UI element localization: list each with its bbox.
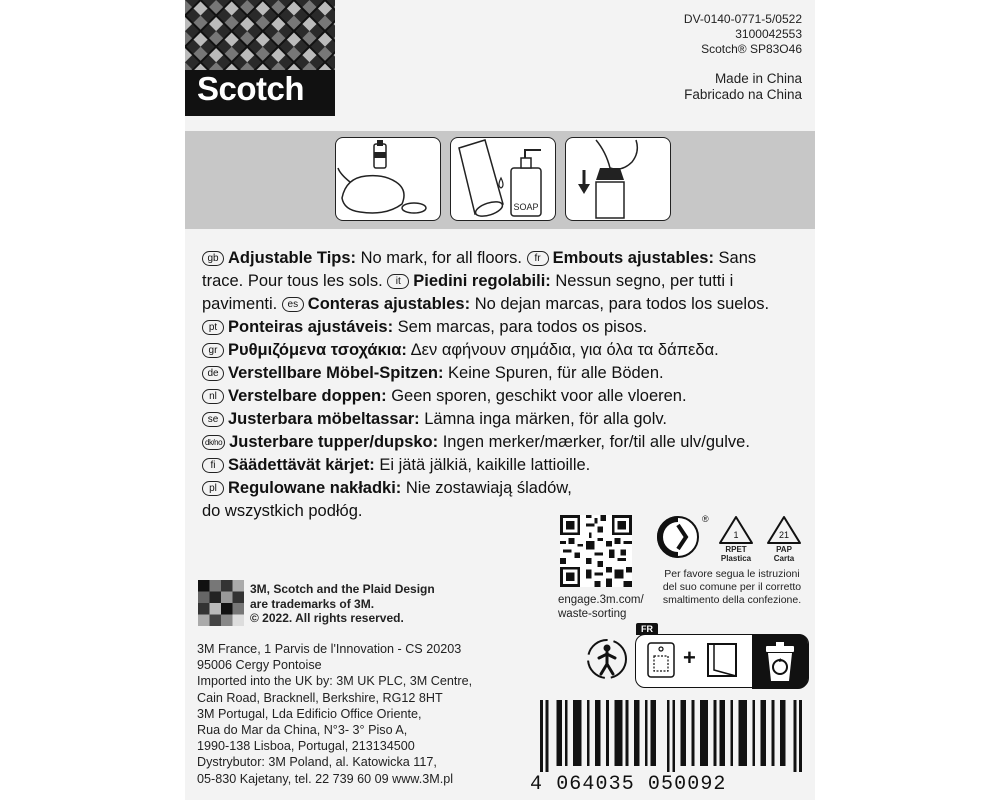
address-line: 3M France, 1 Parvis de l'Innovation - CS 20203 xyxy=(197,642,462,656)
address-line: 95006 Cergy Pontoise xyxy=(197,658,322,673)
lang-title: Säädettävät kärjet: xyxy=(228,456,375,474)
pap-label-text: PAP xyxy=(776,545,792,554)
green-dot-icon xyxy=(658,517,698,557)
code-line: Scotch® SP83O46 xyxy=(701,42,802,56)
address-line: 3M Portugal, Lda Edificio Office Oriente, xyxy=(197,706,422,721)
rpet-sub-text: Plastica xyxy=(720,554,752,563)
lang-line-fi xyxy=(202,454,792,477)
lang-line-dkno xyxy=(202,431,792,454)
lang-code-badge: fi xyxy=(202,458,224,473)
registered-mark: ® xyxy=(702,514,709,524)
recycling-bin-badge xyxy=(752,634,808,689)
made-in-en: Made in China xyxy=(714,71,802,86)
trademark-line: are trademarks of 3M. xyxy=(250,596,375,611)
code-line: 3100042553 xyxy=(735,27,802,41)
plus-sign: + xyxy=(683,645,696,670)
lang-text: No mark, for all floors. xyxy=(356,249,527,267)
lang-text: Ei jätä jälkiä, kaikille lattioille. xyxy=(374,456,591,474)
address-line: Rua do Mar da China, N°3- 3° Piso A, xyxy=(197,723,408,738)
rpet-label-text: RPET xyxy=(725,545,747,554)
lang-line-se xyxy=(202,408,792,431)
lang-title: Adjustable Tips: xyxy=(228,249,357,267)
pap-number: 21 xyxy=(778,530,790,540)
lang-title: Justerbare tupper/dupsko: xyxy=(229,433,439,451)
rpet-recycle-icon xyxy=(720,517,752,543)
lang-code-badge: fr xyxy=(527,251,549,266)
lang-title: Ponteiras ajustáveis: xyxy=(228,318,394,336)
lang-text: Nessun segno, per tutti i pavimenti. xyxy=(202,272,734,313)
plaid-pattern-icon xyxy=(185,0,335,70)
tube-and-soap-icon xyxy=(450,137,556,221)
lang-code-badge: se xyxy=(202,412,224,427)
barcode-icon xyxy=(540,700,802,772)
lang-text: Sans trace. Pour tous les sols. xyxy=(202,249,757,290)
waste-sorting-url-1: engage.3m.com/ xyxy=(558,594,644,606)
triman-icon xyxy=(585,636,629,682)
copyright-line: © 2022. All rights reserved. xyxy=(250,611,404,625)
lang-code-badge: de xyxy=(202,366,224,381)
made-in-pt: Fabricado na China xyxy=(684,87,802,102)
origin-text xyxy=(684,71,802,103)
address-line: 1990-138 Lisboa, Portugal, 213134500 xyxy=(197,739,415,754)
lang-code-badge: pt xyxy=(202,320,224,335)
lang-text: Ingen merker/mærker, for/til alle ulv/gulve. xyxy=(438,433,750,451)
lang-title: Verstelbare doppen: xyxy=(228,387,387,405)
address-line: Dystrybutor: 3M Poland, al. Katowicka 117, xyxy=(197,755,437,770)
importer-addresses xyxy=(197,641,472,787)
lang-line-nl xyxy=(202,385,792,408)
lang-title: Conteras ajustables: xyxy=(307,295,471,313)
recycle-bin-icon xyxy=(752,634,808,689)
pap-label xyxy=(762,545,806,563)
waste-sorting-url-2: waste-sorting xyxy=(558,608,627,620)
pap-recycle-icon xyxy=(768,517,800,543)
trademark-notice xyxy=(250,582,435,626)
lang-title: Justerbara möbeltassar: xyxy=(228,410,420,428)
rpet-label xyxy=(714,545,758,563)
code-line: DV-0140-0771-5/0522 xyxy=(683,12,802,26)
lang-text: Keine Spuren, für alle Böden. xyxy=(443,364,664,382)
plaid-trademark-icon xyxy=(198,580,244,626)
lang-text: Sem marcas, para todos os pisos. xyxy=(393,318,648,336)
rpet-number: 1 xyxy=(733,530,739,540)
lang-title: Embouts ajustables: xyxy=(552,249,714,267)
plastic-blister-icon xyxy=(704,640,744,680)
lang-text: Geen sporen, geschikt voor alle vloeren. xyxy=(386,387,687,405)
press-tip-icon xyxy=(565,137,671,221)
lang-code-badge: it xyxy=(387,274,409,289)
lang-title: Ρυθμιζόμενα τσοχάκια: xyxy=(228,341,407,359)
lang-text: No dejan marcas, para todos los suelos. xyxy=(470,295,770,313)
lang-line-de xyxy=(202,362,792,385)
lang-line-pl xyxy=(202,477,792,500)
qr-code-icon xyxy=(560,515,632,587)
lang-code-badge: gr xyxy=(202,343,224,358)
product-codes xyxy=(684,12,802,57)
lang-paragraph-western xyxy=(202,247,792,339)
clean-surface-icon xyxy=(335,137,441,221)
barcode-number: 4 064035 050092 xyxy=(530,773,727,796)
address-line: 05-830 Kajetany, tel. 22 739 60 09 www.3M.pl xyxy=(197,771,454,786)
multilingual-description xyxy=(202,247,792,523)
lang-code-badge: dk/no xyxy=(202,435,225,450)
pap-sub-text: Carta xyxy=(773,554,795,563)
lang-title: Piedini regolabili: xyxy=(413,272,551,290)
lang-text: Nie zostawiają śladów, xyxy=(401,479,572,497)
disposal-note: Per favore segua le istruzioni del suo comune per il corretto smaltimento della confezione. xyxy=(662,568,802,606)
lang-text: Δεν αφήνουν σημάδια, για όλα τα δάπεδα. xyxy=(406,341,719,359)
lang-line-gr xyxy=(202,339,792,362)
trademark-line: 3M, Scotch and the Plaid Design xyxy=(250,582,435,596)
soap-label: SOAP xyxy=(513,202,539,212)
lang-title: Verstellbare Möbel-Spitzen: xyxy=(228,364,444,382)
lang-code-badge: pl xyxy=(202,481,224,496)
lang-code-badge: es xyxy=(282,297,304,312)
lang-code-badge: nl xyxy=(202,389,224,404)
lang-line-pl-cont: do wszystkich podłóg. xyxy=(202,502,363,520)
brand-name: Scotch xyxy=(197,70,305,107)
card-packaging-icon xyxy=(645,640,679,680)
scotch-logo xyxy=(185,0,335,116)
lang-text: Lämna inga märken, för alla golv. xyxy=(419,410,667,428)
lang-title: Regulowane nakładki: xyxy=(228,479,402,497)
fr-country-tag: FR xyxy=(636,623,658,635)
address-line: Imported into the UK by: 3M UK PLC, 3M Centre, xyxy=(197,674,473,689)
lang-code-badge: gb xyxy=(202,251,224,266)
address-line: Cain Road, Bracknell, Berkshire, RG12 8HT xyxy=(197,690,443,705)
waste-sorting-link xyxy=(558,593,644,621)
